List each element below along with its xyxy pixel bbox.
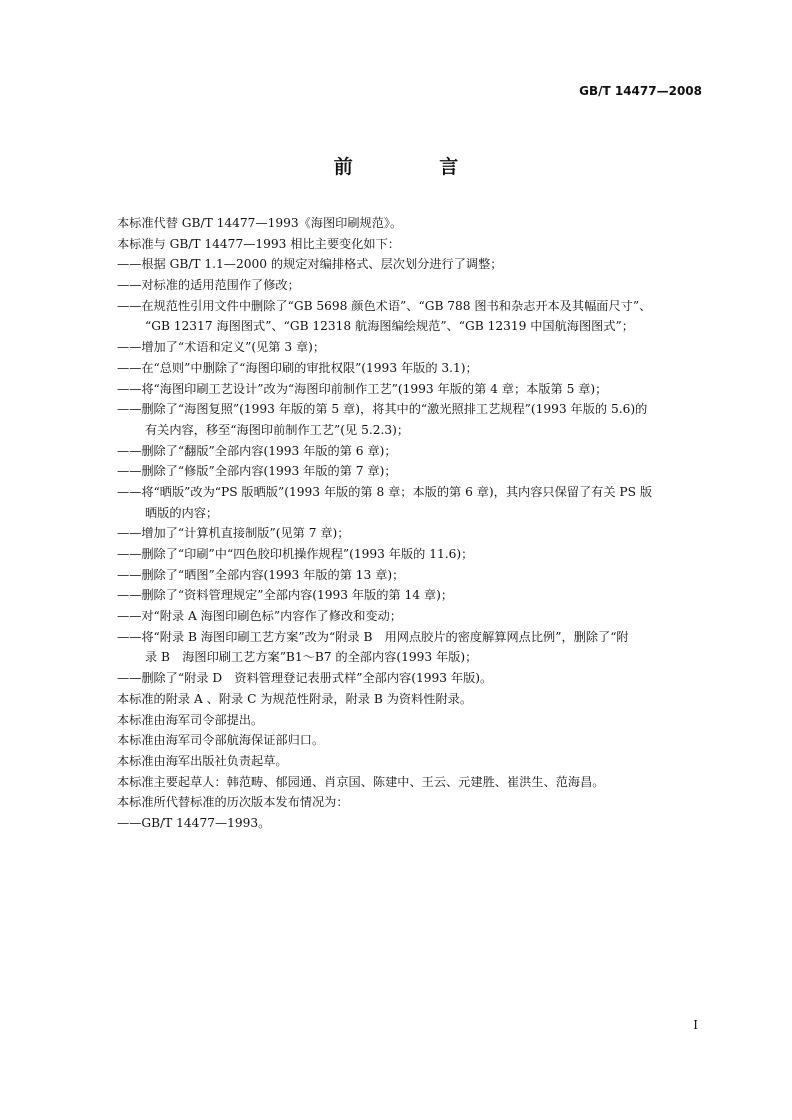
text-line: 本标准由海军司令部提出。 [117,712,264,727]
text-line: 有关内容，移至“海图印前制作工艺”(见 5.2.3)； [145,422,410,437]
standard-number: GB/T 14477—2008 [579,84,702,98]
page-number: I [693,1018,698,1032]
text-line: 本标准代替 GB/T 14477—1993《海图印刷规范》。 [117,216,403,230]
text-line: ——删除了“附录 D 资料管理登记表册式样”全部内容(1993 年版)。 [117,671,493,686]
text-line: ——删除了“海图复照”(1993 年版的第 5 章)，将其中的“激光照排工艺规程”(1993 年版的 5.6)的 [117,402,648,417]
text-line: ——对标准的适用范围作了修改； [117,278,300,293]
text-line: 本标准所代替标准的历次版本发布情况为： [117,795,349,810]
text-line: 本标准由海军出版社负责起草。 [117,753,288,768]
text-line: ——将“海图印刷工艺设计”改为“海图印前制作工艺”(1993 年版的第 4 章；本版第 5 章)； [117,381,608,396]
text-line: ——增加了“计算机直接制版”(见第 7 章)； [117,526,350,541]
text-line: 本标准由海军司令部航海保证部归口。 [117,733,325,748]
text-line: 本标准与 GB/T 14477—1993 相比主要变化如下： [117,236,400,251]
text-line: 录 B 海图印刷工艺方案”B1～B7 的全部内容(1993 年版)； [145,650,478,665]
text-line: ——增加了“术语和定义”(见第 3 章)； [117,340,326,355]
text-line: ——在规范性引用文件中删除了“GB 5698 颜色术语”、“GB 788 图书和杂志开本及其幅面尺寸”、 [117,298,652,313]
page-title: 前 言 [333,156,499,178]
text-line: ——在“总则”中删除了“海图印刷的审批权限”(1993 年版的 3.1)； [117,360,478,375]
foreword-body [117,213,707,834]
text-line: ——对“附录 A 海图印刷色标”内容作了修改和变动； [117,609,402,624]
text-line: 本标准主要起草人：韩范畴、郁园通、肖京国、陈建中、王云、元建胜、崔洪生、范海昌。 [117,774,605,789]
text-line: ——将“附录 B 海图印刷工艺方案”改为“附录 B 用网点胶片的密度解算网点比例”，删除了“附 [117,629,629,644]
text-line: “GB 12317 海图图式”、“GB 12318 航海图编绘规范”、“GB 12319 中国航海图图式”； [145,319,634,334]
text-line: ——根据 GB/T 1.1—2000 的规定对编排格式、层次划分进行了调整； [117,257,503,272]
text-line: ——删除了“晒图”全部内容(1993 年版的第 13 章)； [117,567,405,582]
text-line: ——GB/T 14477—1993。 [117,815,271,830]
text-line: ——删除了“印刷”中“四色胶印机操作规程”(1993 年版的 11.6)； [117,547,474,561]
text-line: ——删除了“资料管理规定”全部内容(1993 年版的第 14 章)； [117,588,454,603]
text-line: 本标准的附录 A 、附录 C 为规范性附录，附录 B 为资料性附录。 [117,691,473,706]
text-line: 晒版的内容； [145,505,219,520]
text-line: ——将“晒版”改为“PS 版晒版”(1993 年版的第 8 章；本版的第 6 章)，其内容只保留了有关 PS 版 [117,484,653,499]
text-line: ——删除了“修版”全部内容(1993 年版的第 7 章)； [117,464,397,479]
text-line: ——删除了“翻版”全部内容(1993 年版的第 6 章)； [117,443,397,458]
